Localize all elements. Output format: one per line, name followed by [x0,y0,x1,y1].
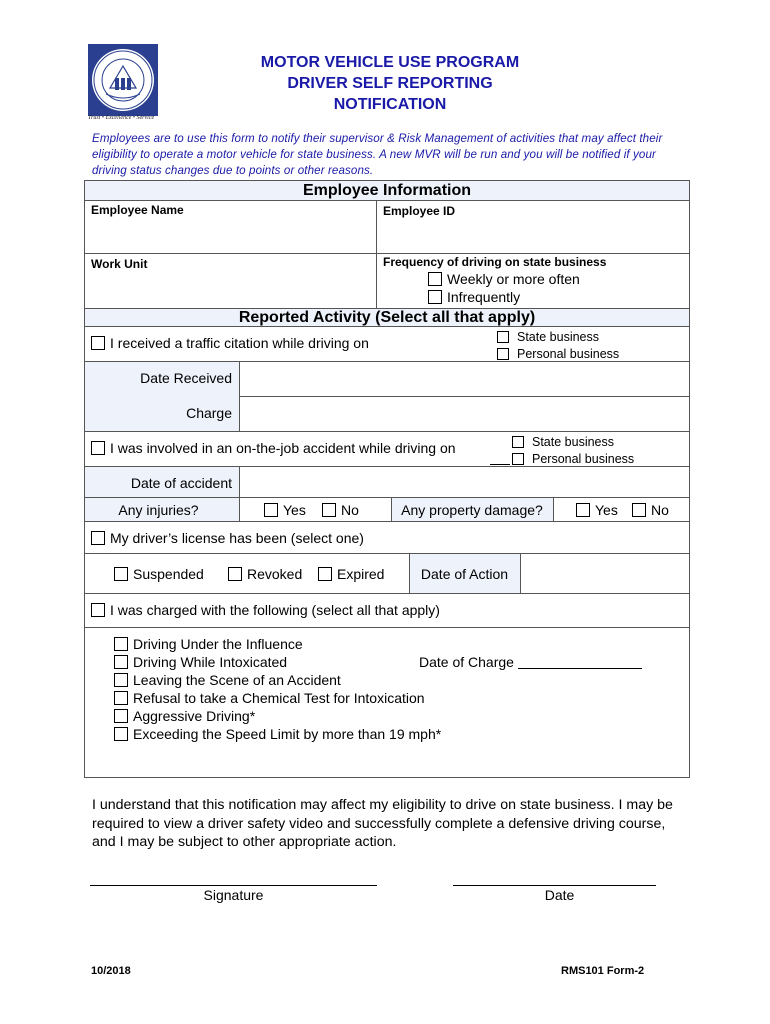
speeding-checkbox[interactable] [114,727,128,741]
date-of-charge [419,654,642,670]
date-field[interactable] [453,885,656,886]
charge-dui-option[interactable] [114,636,303,652]
work-unit-field[interactable] [88,274,372,306]
date-received-label: Date Received [140,370,232,386]
property-no-option[interactable] [632,502,669,518]
citation-personal-checkbox[interactable] [497,348,509,360]
frequency-infrequent-option[interactable] [428,289,520,305]
citation-state-label: State business [517,330,599,344]
citation-state-checkbox[interactable] [497,331,509,343]
revoked-label: Revoked [247,566,303,582]
infrequent-checkbox[interactable] [428,290,442,304]
citation-checkbox[interactable] [91,336,105,350]
leaving-scene-label: Leaving the Scene of an Accident [133,672,341,688]
accident-state-checkbox[interactable] [512,436,524,448]
date-of-charge-field[interactable] [518,655,642,669]
leaving-scene-checkbox[interactable] [114,673,128,687]
employee-id-field[interactable] [380,222,685,250]
citation-personal-label: Personal business [517,347,620,361]
charge-leaving-scene-option[interactable] [114,672,341,688]
license-revoked-option[interactable] [228,566,302,582]
expired-label: Expired [337,566,385,582]
charged-label: I was charged with the following (select all that apply) [110,602,440,618]
revoked-checkbox[interactable] [228,567,242,581]
property-no-label: No [651,502,669,518]
license-checkbox[interactable] [91,531,105,545]
expired-checkbox[interactable] [318,567,332,581]
logo-motto: Trust • Excellence • Service [88,115,155,121]
citation-personal-option[interactable] [497,347,619,361]
date-of-action-field[interactable] [523,556,686,591]
reported-activity-heading: Reported Activity (Select all that apply) [85,309,689,327]
accident-label: I was involved in an on-the-job accident while driving on [110,440,456,456]
property-yes-option[interactable] [576,502,618,518]
employee-info-heading: Employee Information [85,181,689,201]
charge-aggressive-option[interactable] [114,708,255,724]
property-damage-label: Any property damage? [401,502,543,518]
injuries-yes-checkbox[interactable] [264,503,278,517]
citation-state-option[interactable] [497,330,599,344]
accident-option[interactable] [91,440,456,456]
charged-checkbox[interactable] [91,603,105,617]
property-yes-checkbox[interactable] [576,503,590,517]
date-of-accident-label: Date of accident [130,475,232,491]
date-of-charge-label: Date of Charge [419,654,514,670]
dwi-label: Driving While Intoxicated [133,654,288,670]
accident-personal-label: Personal business [532,452,635,466]
footer-form-id: RMS101 Form-2 [561,965,645,977]
dwi-checkbox[interactable] [114,655,128,669]
injuries-no-option[interactable] [322,502,359,518]
signature-label: Signature [203,887,264,903]
injuries-label: Any injuries? [118,502,199,518]
dui-checkbox[interactable] [114,637,128,651]
license-expired-option[interactable] [318,566,384,582]
property-yes-label: Yes [595,502,618,518]
weekly-checkbox[interactable] [428,272,442,286]
charge-speeding-option[interactable] [114,726,441,742]
intro-text: Employees are to use this form to notify their supervisor & Risk Management of activities that may affect their eligibility to operate a motor vehicle for state business. A new MVR will be run and you will be notified if your driving status changes due to points or other reasons. [92,132,663,177]
injuries-yes-option[interactable] [264,502,306,518]
aggressive-label: Aggressive Driving* [133,708,256,724]
frequency-weekly-option[interactable] [428,271,580,287]
license-label: My driver’s license has been (select one) [110,530,364,546]
injuries-yes-label: Yes [283,502,306,518]
citation-option[interactable] [91,335,369,351]
infrequent-label: Infrequently [447,289,521,305]
weekly-label: Weekly or more often [447,271,580,287]
state-seal-logo [88,44,158,116]
accident-state-label: State business [532,435,614,449]
property-no-checkbox[interactable] [632,503,646,517]
charge-field[interactable] [242,399,686,429]
employee-name-label: Employee Name [91,203,184,217]
accident-checkbox[interactable] [91,441,105,455]
frequency-label: Frequency of driving on state business [383,255,607,269]
employee-id-label: Employee ID [383,204,456,218]
title-line-3: NOTIFICATION [333,96,447,113]
accident-state-option[interactable] [512,435,614,449]
employee-name-field[interactable] [88,220,372,250]
acknowledgement-text: I understand that this notification may affect my eligibility to drive on state business. I may be required to view a driver safety video and successfully complete a defensive driving course, and I may be subject to other appropriate action. [92,797,673,850]
suspended-checkbox[interactable] [114,567,128,581]
aggressive-checkbox[interactable] [114,709,128,723]
charge-dwi-option[interactable] [114,654,287,670]
citation-label: I received a traffic citation while driving on [110,335,369,351]
speeding-label: Exceeding the Speed Limit by more than 19 mph* [133,726,442,742]
charge-label: Charge [186,405,232,421]
footer-date: 10/2018 [91,965,131,977]
license-suspended-option[interactable] [114,566,204,582]
title-line-1: MOTOR VEHICLE USE PROGRAM [260,54,520,71]
title-line-2: DRIVER SELF REPORTING [287,75,493,92]
accident-personal-option[interactable] [512,452,634,466]
refusal-checkbox[interactable] [114,691,128,705]
dui-label: Driving Under the Influence [133,636,303,652]
injuries-no-label: No [341,502,359,518]
date-label: Date [544,887,575,903]
work-unit-label: Work Unit [91,257,148,271]
page-title [200,52,580,115]
charged-option[interactable] [91,602,440,618]
charge-refusal-option[interactable] [114,690,425,706]
license-option[interactable] [91,530,364,546]
date-of-action-label: Date of Action [420,566,509,582]
signature-field[interactable] [90,885,377,886]
suspended-label: Suspended [133,566,204,582]
refusal-label: Refusal to take a Chemical Test for Intoxication [133,690,425,706]
date-received-field[interactable] [242,364,686,396]
accident-personal-checkbox[interactable] [512,453,524,465]
injuries-no-checkbox[interactable] [322,503,336,517]
date-of-accident-field[interactable] [242,469,686,495]
